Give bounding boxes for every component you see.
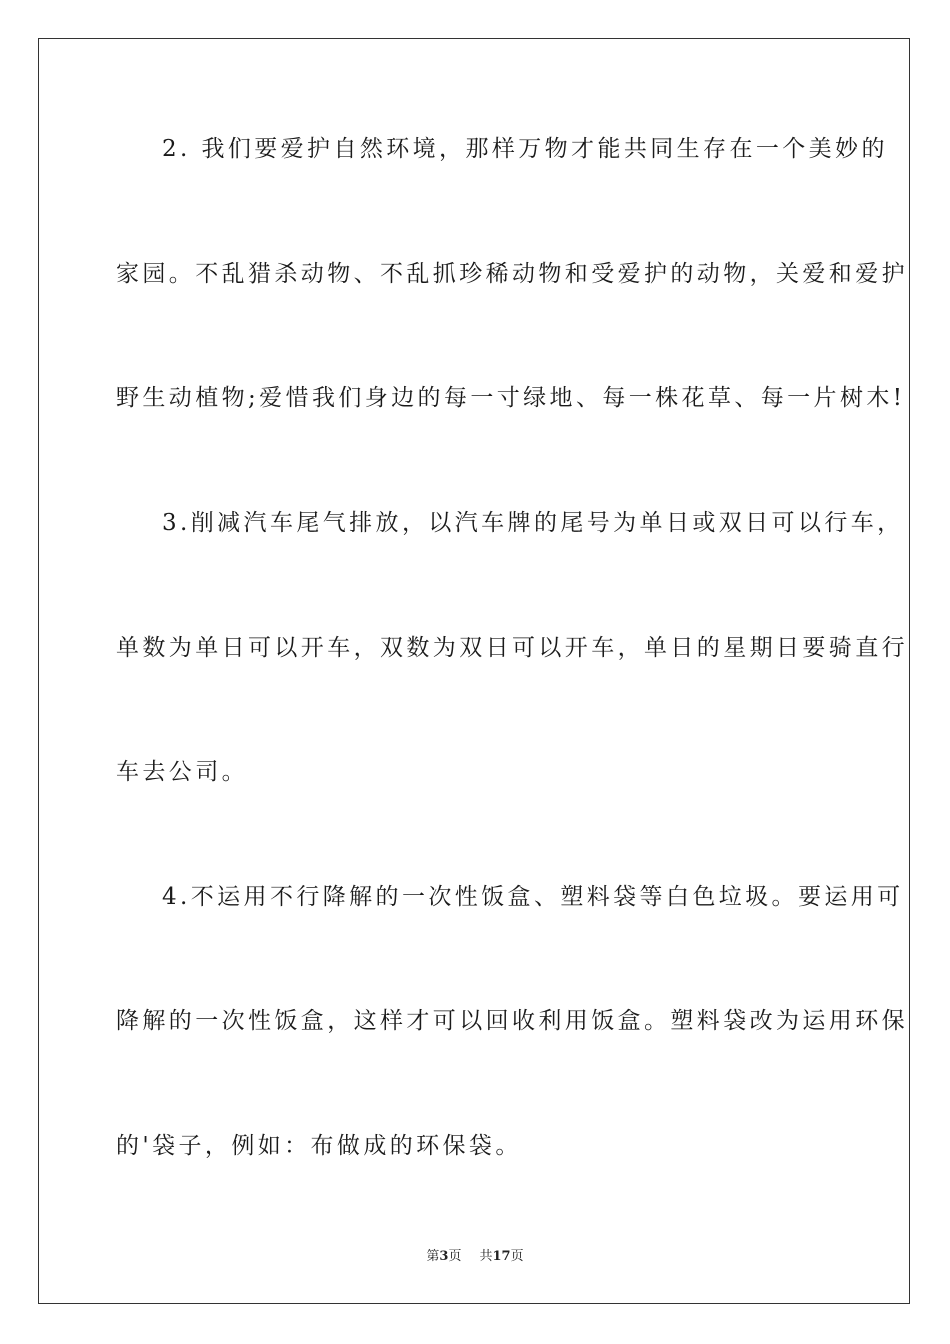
paragraph-2-line-3: 野生动植物;爱惜我们身边的每一寸绿地、每一株花草、每一片树木!	[116, 385, 906, 411]
paragraph-3-line-2: 单数为单日可以开车，双数为双日可以开车，单日的星期日要骑直行	[116, 635, 908, 661]
page-footer	[0, 1248, 950, 1266]
page-prefix: 第	[426, 1249, 440, 1264]
paragraph-2-line-1: 2. 我们要爱护自然环境，那样万物才能共同生存在一个美妙的	[162, 136, 888, 162]
paragraph-2-line-2: 家园。不乱猎杀动物、不乱抓珍稀动物和受爱护的动物，关爱和爱护	[116, 261, 908, 287]
paragraph-3-line-1: 3.削减汽车尾气排放，以汽车牌的尾号为单日或双日可以行车，	[162, 510, 904, 536]
paragraph-4-line-2: 降解的一次性饭盒，这样才可以回收利用饭盒。塑料袋改为运用环保	[116, 1008, 908, 1034]
total-suffix: 页	[510, 1249, 524, 1264]
page-suffix: 页	[448, 1249, 462, 1264]
paragraph-4-line-1: 4.不运用不行降解的一次性饭盒、塑料袋等白色垃圾。要运用可	[162, 884, 904, 910]
total-pages: 17	[492, 1249, 511, 1264]
paragraph-4-line-3: 的'袋子，例如：布做成的环保袋。	[116, 1133, 522, 1159]
paragraph-3-line-3: 车去公司。	[116, 759, 248, 785]
page-number: 3	[439, 1249, 449, 1264]
page-border	[38, 38, 910, 1304]
total-prefix: 共	[479, 1249, 493, 1264]
